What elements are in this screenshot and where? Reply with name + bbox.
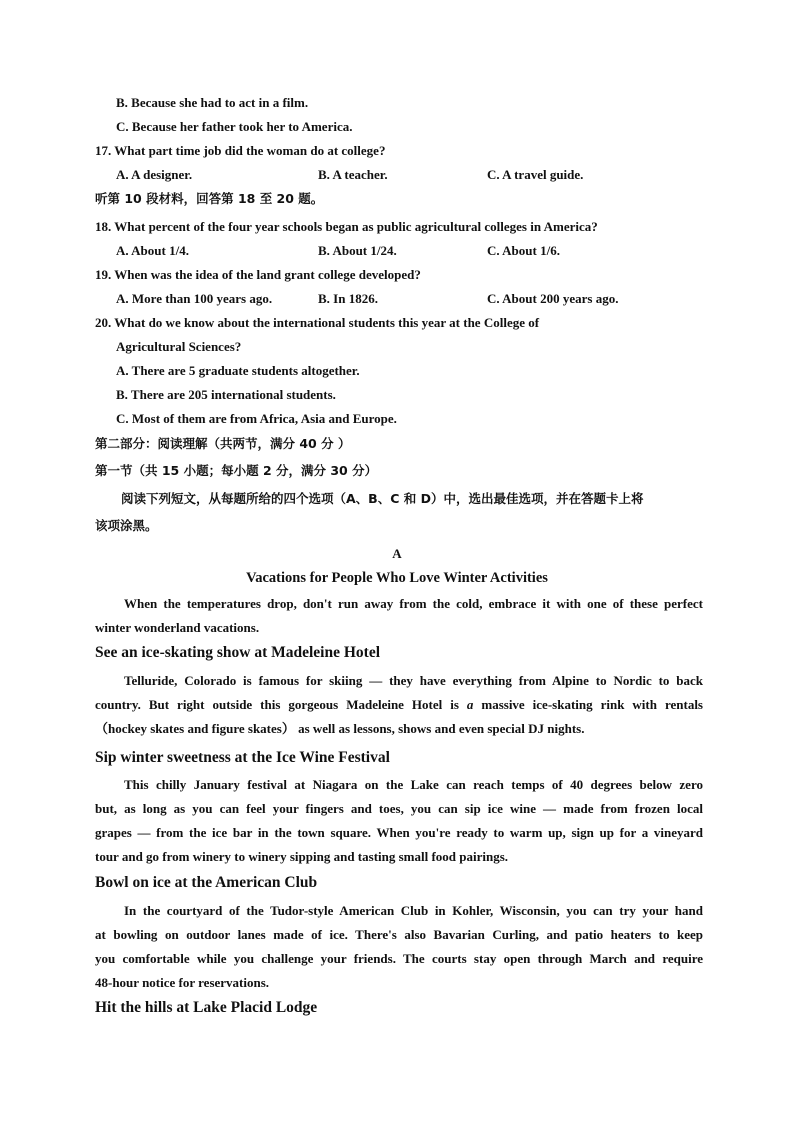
p3-line3: you comfortable while you challenge your friends. The courts stay open through March and require <box>95 951 703 966</box>
q17-option-b: B. A teacher. <box>318 167 388 182</box>
section-10-instruction: 听第 10 段材料，回答第 18 至 20 题。 <box>95 191 324 206</box>
part-2-title: 第二部分：阅读理解（共两节，满分 40 分 ） <box>95 436 351 451</box>
p1-line2-part2: massive ice-skating rink with rentals <box>473 697 703 712</box>
q17-option-c: C. A travel guide. <box>487 167 584 182</box>
p3-line4: 48-hour notice for reservations. <box>95 975 270 990</box>
q20-option-a: A. There are 5 graduate students altogether. <box>116 363 360 378</box>
q18-option-c: C. About 1/6. <box>487 243 560 258</box>
reading-instruction-line1: 阅读下列短文，从每题所给的四个选项（A、B、C 和 D）中，选出最佳选项，并在答题卡上将 <box>121 491 644 506</box>
q20-stem-line2: Agricultural Sciences? <box>116 339 242 354</box>
passage-letter: A <box>392 546 402 561</box>
p1-line3: （hockey skates and figure skates） as well as lessons, shows and even special DJ nights. <box>95 721 585 736</box>
p1-line2-italic: a <box>466 697 474 712</box>
q20-stem-line1: 20. What do we know about the international students this year at the College of <box>95 315 540 330</box>
q17-option-a: A. A designer. <box>116 167 193 182</box>
part-2-section-1: 第一节（共 15 小题；每小题 2 分，满分 30 分） <box>95 463 378 478</box>
q18-option-a: A. About 1/4. <box>116 243 189 258</box>
q20-option-b: B. There are 205 international students. <box>116 387 336 402</box>
p2-line1: This chilly January festival at Niagara on the Lake can reach temps of 40 degrees below zero <box>124 777 703 792</box>
p2-line3: grapes — from the ice bar in the town square. When you're ready to warm up, sign up for a vineyard <box>95 825 703 840</box>
reading-instruction-line2: 该项涂黑。 <box>95 518 158 533</box>
q20-option-c: C. Most of them are from Africa, Asia and Europe. <box>116 411 397 426</box>
p1-line2-part1: country. But right outside this gorgeous Madeleine Hotel is <box>95 697 467 712</box>
q19-option-c: C. About 200 years ago. <box>487 291 619 306</box>
q16-option-b: B. Because she had to act in a film. <box>116 95 309 110</box>
q16-option-c: C. Because her father took her to America. <box>116 119 353 134</box>
section-heading-ice-wine: Sip winter sweetness at the Ice Wine Festival <box>95 749 390 766</box>
intro-line1: When the temperatures drop, don't run away from the cold, embrace it with one of these perfect <box>124 596 703 611</box>
p1-line1: Telluride, Colorado is famous for skiing — they have everything from Alpine to Nordic to back <box>124 673 703 688</box>
p3-line2: at bowling on outdoor lanes made of ice. There's also Bavarian Curling, and patio heaters to keep <box>95 927 703 942</box>
section-heading-bowl-on-ice: Bowl on ice at the American Club <box>95 874 318 891</box>
section-heading-lake-placid: Hit the hills at Lake Placid Lodge <box>95 999 318 1016</box>
passage-title: Vacations for People Who Love Winter Activities <box>246 570 548 586</box>
q18-option-b: B. About 1/24. <box>318 243 397 258</box>
section-heading-ice-skating: See an ice-skating show at Madeleine Hotel <box>95 644 381 661</box>
p3-line1: In the courtyard of the Tudor-style American Club in Kohler, Wisconsin, you can try your hand <box>124 903 703 918</box>
p1-line2 <box>95 697 703 713</box>
p2-line2: but, as long as you can feel your fingers and toes, you can sip ice wine — made from frozen local <box>95 801 703 816</box>
q19-option-a: A. More than 100 years ago. <box>116 291 273 306</box>
q19-stem: 19. When was the idea of the land grant college developed? <box>95 267 421 282</box>
p2-line4: tour and go from winery to winery sipping and tasting small food pairings. <box>95 849 509 864</box>
q17-stem: 17. What part time job did the woman do at college? <box>95 143 386 158</box>
q18-stem: 18. What percent of the four year schools began as public agricultural colleges in America? <box>95 219 598 234</box>
q19-option-b: B. In 1826. <box>318 291 378 306</box>
intro-line2: winter wonderland vacations. <box>95 620 260 635</box>
